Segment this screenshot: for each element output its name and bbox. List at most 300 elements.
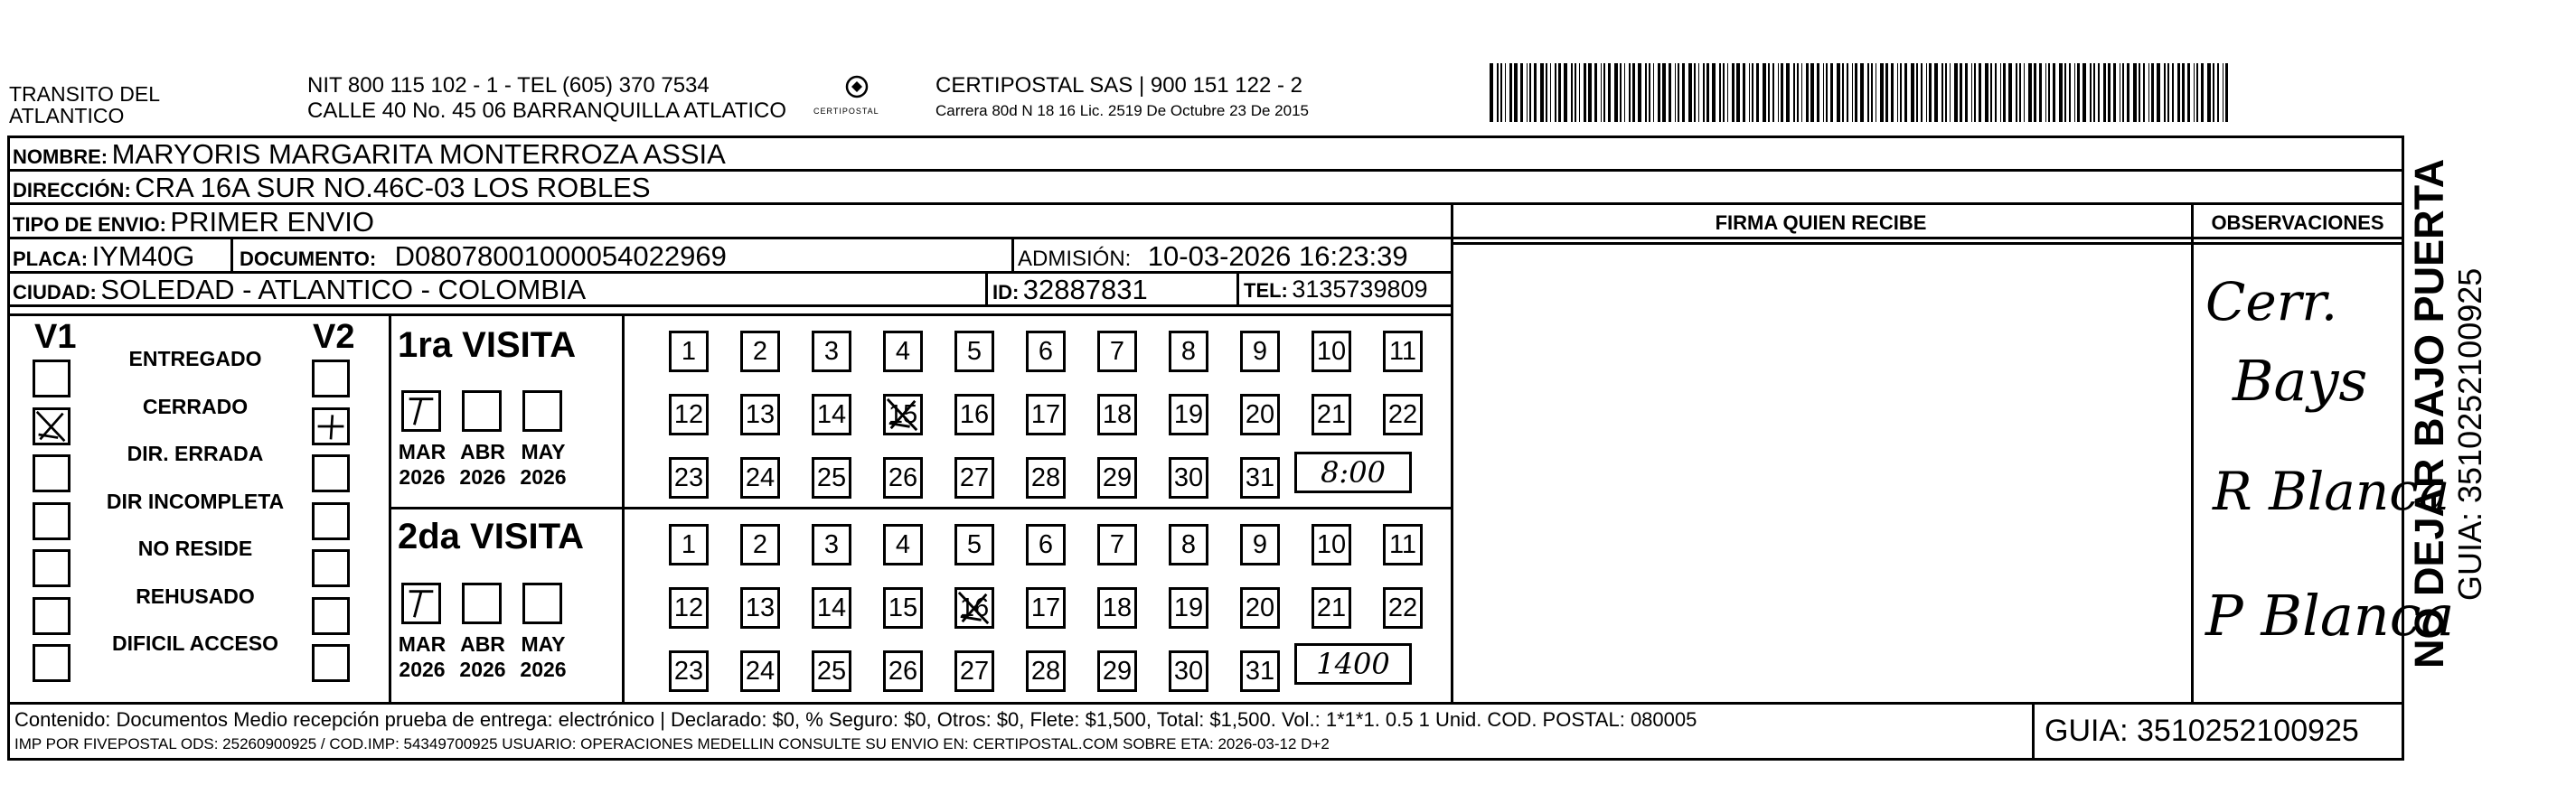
- company-address: CALLE 40 No. 45 06 BARRANQUILLA ATLATICO: [307, 98, 787, 123]
- day-checkbox[interactable]: 1: [669, 331, 709, 372]
- barcode-bar: [1891, 63, 1893, 122]
- month-label: [390, 631, 454, 682]
- barcode-bar: [1658, 63, 1660, 122]
- v2-checkbox[interactable]: [312, 644, 350, 682]
- footer-content: Contenido: Documentos Medio recepción prueba de entrega: electrónico | Declarado: $0, % Seguro: $0, Otros: $0, Flete: $1,500, Total: $1,500. Vol.: 1*1*1. 0.5 1 Unid. COD. POSTAL: 080005: [14, 708, 1697, 731]
- barcode-bar: [1778, 63, 1780, 122]
- barcode-bar: [1960, 63, 1963, 122]
- v2-label: V2: [313, 318, 355, 356]
- reason-label: DIFICIL ACCESO: [111, 631, 278, 655]
- barcode: [1490, 63, 2231, 122]
- barcode-bar: [1995, 63, 1997, 122]
- barcode-bar: [1823, 63, 1825, 122]
- barcode-bar: [1669, 63, 1670, 122]
- barcode-bar: [1743, 63, 1744, 122]
- barcode-bar: [2098, 63, 2100, 122]
- day-checkbox[interactable]: 6: [1026, 524, 1066, 565]
- barcode-bar: [1550, 63, 1552, 122]
- barcode-bar: [1756, 63, 1759, 122]
- barcode-bar: [1837, 63, 1840, 122]
- barcode-bar: [2016, 63, 2017, 122]
- documento-label: DOCUMENTO:: [240, 248, 377, 270]
- day-checkbox[interactable]: 4: [883, 524, 923, 565]
- barcode-bar: [2177, 63, 2180, 122]
- barcode-bar: [1534, 63, 1537, 122]
- reason-label: CERRADO: [142, 394, 249, 418]
- second-visit-time: 1400: [1316, 647, 1390, 681]
- barcode-bar: [1801, 63, 1803, 122]
- admision-value: 10-03-2026 16:23:39: [1147, 240, 1408, 272]
- day-checkbox[interactable]: 1: [669, 524, 709, 565]
- company-name-line2: ATLANTICO: [9, 104, 125, 127]
- day-checkbox[interactable]: 10: [1312, 331, 1351, 372]
- barcode-bar: [1712, 63, 1716, 122]
- barcode-bar: [1546, 63, 1547, 122]
- carrier-license: Carrera 80d N 18 16 Lic. 2519 De Octubre 23 De 2015: [935, 102, 1309, 119]
- day-checkbox[interactable]: 3: [812, 524, 851, 565]
- day-checkbox[interactable]: 31: [1240, 650, 1280, 692]
- first-visit-time-box[interactable]: [1294, 452, 1412, 493]
- barcode-bar: [1706, 63, 1709, 122]
- signature-area[interactable]: [1455, 246, 2187, 697]
- barcode-bar: [1588, 63, 1592, 122]
- footer-guia: GUIA: 3510252100925: [2045, 714, 2359, 748]
- month-checkbox[interactable]: [522, 390, 562, 432]
- barcode-bar: [1703, 63, 1705, 122]
- month-year: 2026: [520, 658, 567, 681]
- day-checkbox[interactable]: 13: [740, 587, 780, 629]
- carrier-name: CERTIPOSTAL SAS | 900 151 122 - 2: [935, 73, 1302, 98]
- day-checkbox[interactable]: 19: [1169, 394, 1208, 435]
- observation-note: P Blanca: [2205, 583, 2455, 649]
- barcode-bar: [1826, 63, 1828, 122]
- month-label: [451, 439, 514, 490]
- barcode-bar: [1540, 63, 1544, 122]
- barcode-bar: [1941, 63, 1943, 122]
- day-checkbox[interactable]: 16: [954, 394, 994, 435]
- barcode-bar: [2090, 63, 2092, 122]
- barcode-bar: [2082, 63, 2086, 122]
- day-checkbox[interactable]: 13: [740, 394, 780, 435]
- barcode-bar: [2077, 63, 2080, 122]
- barcode-bar: [1520, 63, 1522, 122]
- barcode-bar: [1876, 63, 1877, 122]
- day-checkbox[interactable]: 26: [883, 457, 923, 499]
- month-name: MAR: [398, 632, 447, 656]
- barcode-bar: [1793, 63, 1795, 122]
- ciudad-label: CIUDAD:: [13, 281, 97, 304]
- day-checkbox[interactable]: 19: [1169, 587, 1208, 629]
- day-checkbox[interactable]: 20: [1240, 394, 1280, 435]
- barcode-bar: [1653, 63, 1655, 122]
- check-mark-icon: [404, 393, 438, 429]
- barcode-bar: [1786, 63, 1790, 122]
- day-checkbox[interactable]: 24: [740, 650, 780, 692]
- check-mark-icon: [404, 585, 438, 621]
- v1-checkbox[interactable]: [33, 407, 71, 445]
- month-label: [512, 631, 575, 682]
- day-checkbox[interactable]: 23: [669, 650, 709, 692]
- day-checkbox[interactable]: 6: [1026, 331, 1066, 372]
- barcode-bar: [1842, 63, 1844, 122]
- tel-value: 3135739809: [1292, 276, 1428, 303]
- barcode-bar: [2045, 63, 2047, 122]
- barcode-bar: [1509, 63, 1512, 122]
- barcode-bar: [1736, 63, 1740, 122]
- barcode-bar: [2028, 63, 2031, 122]
- barcode-bar: [1817, 63, 1819, 122]
- barcode-bar: [2024, 63, 2026, 122]
- barcode-bar: [2151, 63, 2154, 122]
- admision-label: ADMISIÓN:: [1018, 247, 1132, 271]
- barcode-bar: [2093, 63, 2095, 122]
- day-checkbox[interactable]: 12: [669, 394, 709, 435]
- barcode-bar: [1579, 63, 1581, 122]
- barcode-bar: [2039, 63, 2041, 122]
- barcode-bar: [2133, 63, 2137, 122]
- day-checkbox[interactable]: 7: [1097, 331, 1137, 372]
- barcode-bar: [2157, 63, 2160, 122]
- barcode-bar: [2059, 63, 2063, 122]
- barcode-bar: [1555, 63, 1556, 122]
- barcode-bar: [2127, 63, 2129, 122]
- day-checkbox[interactable]: 25: [812, 457, 851, 499]
- day-checkbox[interactable]: 11: [1383, 524, 1423, 565]
- month-year: 2026: [459, 658, 506, 681]
- month-name: MAY: [521, 632, 566, 656]
- day-checkbox[interactable]: 10: [1312, 524, 1351, 565]
- barcode-bar: [2053, 63, 2055, 122]
- barcode-bar: [1662, 63, 1666, 122]
- barcode-bar: [1575, 63, 1576, 122]
- day-checkbox[interactable]: 7: [1097, 524, 1137, 565]
- barcode-bar: [1620, 63, 1622, 122]
- month-year: 2026: [399, 658, 446, 681]
- barcode-bar: [1500, 63, 1502, 122]
- barcode-bar: [2103, 63, 2106, 122]
- barcode-bar: [1603, 63, 1605, 122]
- reason-label: REHUSADO: [136, 584, 255, 608]
- day-checkbox[interactable]: 15: [883, 587, 923, 629]
- barcode-bar: [1682, 63, 1685, 122]
- barcode-bar: [1781, 63, 1783, 122]
- barcode-bar: [1979, 63, 1981, 122]
- barcode-bar: [1806, 63, 1809, 122]
- barcode-bar: [1945, 63, 1947, 122]
- barcode-bar: [2113, 63, 2115, 122]
- day-checkbox[interactable]: 18: [1097, 587, 1137, 629]
- barcode-bar: [1830, 63, 1833, 122]
- day-checkbox[interactable]: 11: [1383, 331, 1423, 372]
- check-mark-icon: [957, 590, 992, 626]
- v1-label: V1: [34, 318, 77, 356]
- barcode-bar: [1649, 63, 1650, 122]
- barcode-bar: [1885, 63, 1889, 122]
- logo-text: CERTIPOSTAL: [813, 107, 879, 116]
- barcode-bar: [1490, 63, 1493, 122]
- day-checkbox[interactable]: 8: [1169, 524, 1208, 565]
- barcode-bar: [1847, 63, 1848, 122]
- barcode-bar: [1772, 63, 1774, 122]
- barcode-bar: [1990, 63, 1992, 122]
- v2-checkbox[interactable]: [312, 502, 350, 540]
- barcode-bar: [2196, 63, 2198, 122]
- v2-checkbox[interactable]: [312, 597, 350, 635]
- month-name: MAR: [398, 440, 447, 463]
- v2-checkbox[interactable]: [312, 549, 350, 587]
- barcode-bar: [1694, 63, 1696, 122]
- barcode-bar: [1916, 63, 1918, 122]
- month-checkbox[interactable]: [401, 583, 441, 624]
- barcode-bar: [1763, 63, 1766, 122]
- tipo-envio-value: PRIMER ENVIO: [170, 206, 375, 238]
- day-checkbox[interactable]: 5: [954, 331, 994, 372]
- day-checkbox[interactable]: 29: [1097, 650, 1137, 692]
- day-checkbox[interactable]: 8: [1169, 331, 1208, 372]
- day-checkbox[interactable]: 25: [812, 650, 851, 692]
- barcode-bar: [1867, 63, 1869, 122]
- month-label: [451, 631, 514, 682]
- barcode-bar: [1527, 63, 1528, 122]
- barcode-bar: [2108, 63, 2111, 122]
- day-checkbox[interactable]: 20: [1240, 587, 1280, 629]
- check-mark-icon: [886, 397, 920, 433]
- barcode-bar: [1921, 63, 1923, 122]
- barcode-bar: [2223, 63, 2224, 122]
- barcode-bar: [1698, 63, 1700, 122]
- v1-checkbox[interactable]: [33, 360, 71, 397]
- id-value: 32887831: [1022, 274, 1148, 305]
- barcode-bar: [2217, 63, 2219, 122]
- barcode-bar: [2069, 63, 2071, 122]
- barcode-bar: [1608, 63, 1611, 122]
- month-label: [390, 439, 454, 490]
- barcode-bar: [2064, 63, 2066, 122]
- barcode-bar: [2201, 63, 2204, 122]
- day-checkbox[interactable]: 18: [1097, 394, 1137, 435]
- barcode-bar: [2213, 63, 2214, 122]
- day-checkbox[interactable]: 17: [1026, 587, 1066, 629]
- barcode-bar: [1797, 63, 1799, 122]
- v1-checkbox[interactable]: [33, 454, 71, 492]
- month-checkbox[interactable]: [462, 390, 502, 432]
- barcode-bar: [1688, 63, 1692, 122]
- reason-label: DIR. ERRADA: [127, 442, 264, 465]
- day-checkbox[interactable]: 9: [1240, 524, 1280, 565]
- documento-value: D08078001000054022969: [394, 240, 727, 272]
- ciudad-value: SOLEDAD - ATLANTICO - COLOMBIA: [100, 274, 587, 305]
- second-visit-label: 2da VISITA: [398, 517, 584, 556]
- day-checkbox[interactable]: 27: [954, 650, 994, 692]
- month-year: 2026: [520, 465, 567, 489]
- barcode-bar: [1505, 63, 1507, 122]
- barcode-bar: [1897, 63, 1899, 122]
- day-checkbox[interactable]: 15: [883, 394, 923, 435]
- barcode-bar: [2139, 63, 2140, 122]
- day-checkbox[interactable]: 28: [1026, 457, 1066, 499]
- barcode-bar: [1926, 63, 1928, 122]
- day-checkbox[interactable]: 14: [812, 587, 851, 629]
- month-checkbox[interactable]: [522, 583, 562, 624]
- barcode-bar: [2172, 63, 2174, 122]
- barcode-bar: [1601, 63, 1603, 122]
- barcode-bar: [1723, 63, 1725, 122]
- barcode-bar: [1855, 63, 1857, 122]
- day-checkbox[interactable]: 9: [1240, 331, 1280, 372]
- barcode-bar: [2008, 63, 2012, 122]
- day-checkbox[interactable]: 22: [1383, 587, 1423, 629]
- check-mark-icon: [35, 410, 68, 443]
- no-dejar-notice: NO DEJAR BAJO PUERTA: [2406, 158, 2452, 668]
- observations-header: OBSERVACIONES: [2211, 211, 2384, 234]
- barcode-bar: [1911, 63, 1914, 122]
- certipostal-logo-icon: [839, 74, 875, 101]
- day-checkbox[interactable]: 17: [1026, 394, 1066, 435]
- day-checkbox[interactable]: 4: [883, 331, 923, 372]
- barcode-bar: [1678, 63, 1679, 122]
- day-checkbox[interactable]: 30: [1169, 457, 1208, 499]
- barcode-bar: [1749, 63, 1751, 122]
- month-name: MAY: [521, 440, 566, 463]
- day-checkbox[interactable]: 24: [740, 457, 780, 499]
- barcode-bar: [1985, 63, 1988, 122]
- month-year: 2026: [399, 465, 446, 489]
- barcode-bar: [1732, 63, 1735, 122]
- month-year: 2026: [459, 465, 506, 489]
- barcode-bar: [1965, 63, 1967, 122]
- barcode-bar: [1675, 63, 1677, 122]
- reason-label: NO RESIDE: [137, 537, 253, 560]
- signature-header: FIRMA QUIEN RECIBE: [1715, 211, 1927, 234]
- month-checkbox[interactable]: [462, 583, 502, 624]
- v1-checkbox[interactable]: [33, 597, 71, 635]
- day-checkbox[interactable]: 2: [740, 524, 780, 565]
- barcode-bar: [2120, 63, 2121, 122]
- barcode-bar: [2074, 63, 2076, 122]
- barcode-bar: [2122, 63, 2124, 122]
- barcode-bar: [1752, 63, 1753, 122]
- barcode-bar: [2003, 63, 2006, 122]
- barcode-bar: [1584, 63, 1586, 122]
- barcode-bar: [2187, 63, 2189, 122]
- barcode-bar: [1900, 63, 1902, 122]
- v1-checkbox[interactable]: [33, 644, 71, 682]
- first-visit-time: 8:00: [1321, 455, 1386, 490]
- barcode-bar: [1974, 63, 1976, 122]
- reason-label: ENTREGADO: [128, 347, 262, 370]
- barcode-bar: [2164, 63, 2166, 122]
- day-checkbox[interactable]: 22: [1383, 394, 1423, 435]
- barcode-bar: [1810, 63, 1814, 122]
- barcode-bar: [1880, 63, 1883, 122]
- check-mark-icon: [315, 410, 347, 443]
- day-checkbox[interactable]: 23: [669, 457, 709, 499]
- v2-checkbox[interactable]: [312, 407, 350, 445]
- v1-checkbox[interactable]: [33, 502, 71, 540]
- day-checkbox[interactable]: 29: [1097, 457, 1137, 499]
- day-checkbox[interactable]: 16: [954, 587, 994, 629]
- barcode-bar: [2207, 63, 2211, 122]
- barcode-bar: [1529, 63, 1531, 122]
- day-checkbox[interactable]: 14: [812, 394, 851, 435]
- barcode-bar: [2194, 63, 2195, 122]
- day-checkbox[interactable]: 26: [883, 650, 923, 692]
- barcode-bar: [2048, 63, 2050, 122]
- barcode-bar: [2000, 63, 2002, 122]
- side-guia: GUIA: 3510252100925: [2451, 267, 2488, 601]
- barcode-bar: [1971, 63, 1973, 122]
- placa-label: PLACA:: [13, 248, 89, 270]
- barcode-bar: [2019, 63, 2021, 122]
- first-visit-label: 1ra VISITA: [398, 325, 577, 365]
- barcode-bar: [1497, 63, 1499, 122]
- month-checkbox[interactable]: [401, 390, 441, 432]
- tel-label: TEL:: [1244, 279, 1288, 302]
- barcode-bar: [2143, 63, 2145, 122]
- day-checkbox[interactable]: 3: [812, 331, 851, 372]
- reason-label: DIR INCOMPLETA: [106, 489, 285, 513]
- barcode-bar: [1871, 63, 1873, 122]
- day-checkbox[interactable]: 21: [1312, 587, 1351, 629]
- observation-note: Bays: [2233, 348, 2368, 414]
- v1-checkbox[interactable]: [33, 549, 71, 587]
- barcode-bar: [1904, 63, 1907, 122]
- barcode-bar: [2034, 63, 2037, 122]
- day-checkbox[interactable]: 27: [954, 457, 994, 499]
- day-checkbox[interactable]: 5: [954, 524, 994, 565]
- month-name: ABR: [460, 440, 505, 463]
- barcode-bar: [1632, 63, 1635, 122]
- second-visit-time-box[interactable]: [1294, 643, 1412, 685]
- barcode-bar: [1614, 63, 1618, 122]
- day-checkbox[interactable]: 30: [1169, 650, 1208, 692]
- direccion-value: CRA 16A SUR NO.46C-03 LOS ROBLES: [135, 172, 651, 203]
- day-checkbox[interactable]: 2: [740, 331, 780, 372]
- barcode-bar: [1629, 63, 1631, 122]
- day-checkbox[interactable]: 12: [669, 587, 709, 629]
- barcode-bar: [1719, 63, 1721, 122]
- barcode-bar: [1950, 63, 1951, 122]
- barcode-bar: [1852, 63, 1854, 122]
- barcode-bar: [1638, 63, 1641, 122]
- month-label: [512, 439, 575, 490]
- barcode-bar: [1727, 63, 1729, 122]
- day-checkbox[interactable]: 31: [1240, 457, 1280, 499]
- id-label: ID:: [992, 281, 1020, 304]
- v2-checkbox[interactable]: [312, 454, 350, 492]
- tipo-envio-label: TIPO DE ENVIO:: [13, 213, 166, 236]
- v2-checkbox[interactable]: [312, 360, 350, 397]
- barcode-bar: [2182, 63, 2186, 122]
- placa-value: IYM40G: [91, 240, 195, 272]
- barcode-bar: [2225, 63, 2228, 122]
- day-checkbox[interactable]: 28: [1026, 650, 1066, 692]
- barcode-bar: [1768, 63, 1770, 122]
- observation-note: Cerr.: [2205, 271, 2338, 332]
- barcode-bar: [1558, 63, 1561, 122]
- barcode-bar: [2148, 63, 2150, 122]
- nombre-value: MARYORIS MARGARITA MONTERROZA ASSIA: [111, 138, 726, 170]
- barcode-bar: [1624, 63, 1626, 122]
- barcode-bar: [2167, 63, 2169, 122]
- barcode-bar: [1514, 63, 1518, 122]
- barcode-bar: [1645, 63, 1647, 122]
- footer-imp: IMP POR FIVEPOSTAL ODS: 25260900925 / COD.IMP: 54349700925 USUARIO: OPERACIONES MEDELLIN CONSULTE SU ENVIO EN: CERTIPOSTAL.COM SOBRE ETA: 2026-03-12 D+2: [14, 735, 1330, 752]
- barcode-bar: [1564, 63, 1567, 122]
- company-nit: NIT 800 115 102 - 1 - TEL (605) 370 7534: [307, 73, 710, 98]
- day-checkbox[interactable]: 21: [1312, 394, 1351, 435]
- barcode-bar: [1934, 63, 1938, 122]
